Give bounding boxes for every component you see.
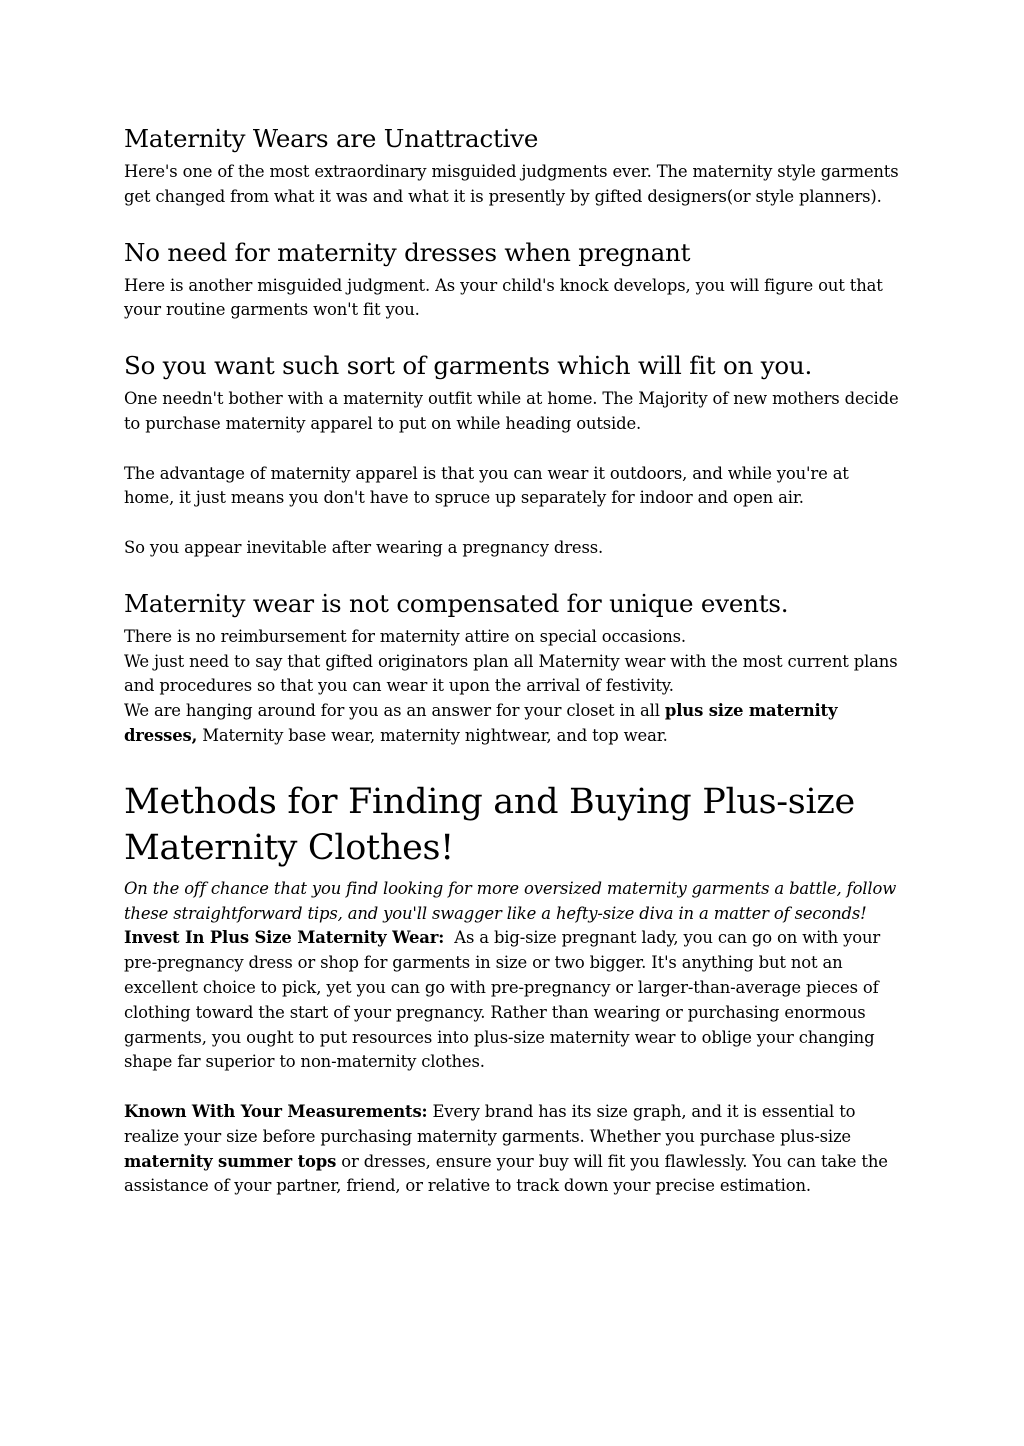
heading-unique-events: Maternity wear is not compensated for unique events. (124, 588, 789, 618)
paragraph-no-need: Here is another misguided judgment. As your child's knock develops, you will figure out that your routine garments won't fit you. (124, 275, 883, 320)
invest-text: As a big-size pregnant lady, you can go on with your pre-pregnancy dress or shop for garments in size or two bigger. It's anything but not an excellent choice to pick, yet you can go with pre-pregnancy or larger-than-average pieces of clothing toward the start of your pregnancy. Rather than wearing or purchasing enormous garments, you ought to put resources into plus-size maternity wear to oblige your changing shape far superior to non-maternity clothes. (124, 928, 886, 1072)
paragraph-unattractive: Here's one of the most extraordinary misguided judgments ever. The maternity style garments get changed from what it was and what it is presently by gifted designers(or style planners). (124, 162, 899, 206)
heading-methods: Methods for Finding and Buying Plus-size Maternity Clothes! (124, 781, 855, 868)
measurements-text-1: Every brand has its size graph, and it is essential to realize your size before purchasing maternity garments. Whether you purchase plus-size (124, 1101, 856, 1146)
heading-fit-garments: So you want such sort of garments which will fit on you. (124, 351, 813, 381)
line-closet-answer (124, 699, 900, 749)
measurements-label: Known With Your Measurements: (124, 1101, 428, 1121)
closet-text-pre: We are hanging around for you as an answer for your closet in all (124, 701, 665, 721)
paragraph-invest (124, 926, 900, 1075)
plus-size-maternity-dresses-link: plus size maternity dresses, (124, 701, 838, 745)
paragraph-fit-garments-2: The advantage of maternity apparel is that you can wear it outdoors, and while you're at home, it just means you don't have to spruce up separately for indoor and open air. (124, 463, 849, 508)
paragraph-measurements (124, 1100, 900, 1199)
closet-text-post: Maternity base wear, maternity nightwear, and top wear. (197, 725, 668, 745)
invest-label: Invest In Plus Size Maternity Wear: (124, 928, 445, 948)
heading-no-need: No need for maternity dresses when pregnant (124, 237, 691, 267)
line-gifted-originators: We just need to say that gifted originators plan all Maternity wear with the most current plans and procedures so that you can wear it upon the arrival of festivity. (124, 651, 898, 696)
methods-intro-text: On the off chance that you find looking for more oversized maternity garments a battle, follow these straightforward tips, and you'll swagger like a hefty-size diva in a matter of seconds! (124, 878, 897, 923)
heading-unattractive: Maternity Wears are Unattractive (124, 124, 539, 153)
maternity-summer-tops-link: maternity summer tops (124, 1151, 337, 1171)
document-content (124, 122, 900, 1199)
paragraph-methods-intro (124, 877, 900, 927)
paragraph-fit-garments-3: So you appear inevitable after wearing a pregnancy dress. (124, 537, 604, 557)
paragraph-fit-garments-1: One needn't bother with a maternity outfit while at home. The Majority of new mothers decide to purchase maternity apparel to put on while heading outside. (124, 389, 899, 433)
line-reimbursement: There is no reimbursement for maternity attire on special occasions. (124, 626, 686, 646)
measurements-text-2: or dresses, ensure your buy will fit you flawlessly. You can take the assistance of your partner, friend, or relative to track down your precise estimation. (124, 1151, 888, 1196)
